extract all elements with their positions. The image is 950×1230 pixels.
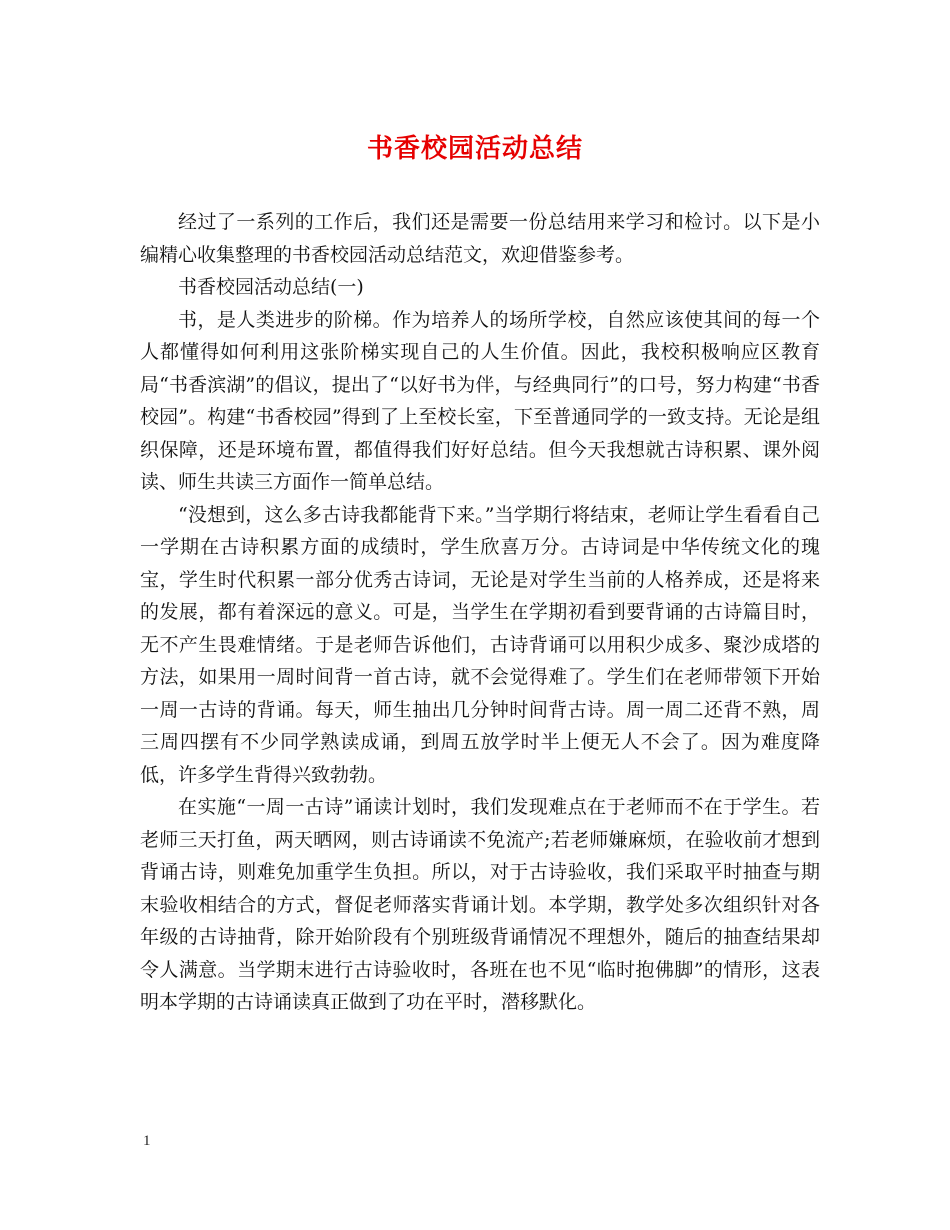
intro-paragraph: 经过了一系列的工作后，我们还是需要一份总结用来学习和检讨。以下是小编精心收集整理的书香校园活动总结范文，欢迎借鉴参考。 [140,211,820,266]
section-heading: 书香校园活动总结(一) [178,276,364,298]
page-number: 1 [143,1133,151,1149]
body-paragraph: 在实施“一周一古诗”诵读计划时，我们发现难点在于老师而不在于学生。若老师三天打鱼，两天晒网，则古诗诵读不免流产;若老师嫌麻烦，在验收前才想到背诵古诗，则难免加重学生负担。所以，对于古诗验收，我们采取平时抽查与期末验收相结合的方式，督促老师落实背诵计划。本学期，教学处多次组织针对各年级的古诗抽背，除开始阶段有个别班级背诵情况不理想外，随后的抽查结果却令人满意。当学期末进行古诗验收时，各班在也不见“临时抱佛脚”的情形，这表明本学期的古诗诵读真正做到了功在平时，潜移默化。 [140,796,820,1013]
body-paragraph: “没想到，这么多古诗我都能背下来。”当学期行将结束，老师让学生看看自己一学期在古诗积累方面的成绩时，学生欣喜万分。古诗词是中华传统文化的瑰宝，学生时代积累一部分优秀古诗词，无论是对学生当前的人格养成，还是将来的发展，都有着深远的意义。可是，当学生在学期初看到要背诵的古诗篇目时，无不产生畏难情绪。于是老师告诉他们，古诗背诵可以用积少成多、聚沙成塔的方法，如果用一周时间背一首古诗，就不会觉得难了。学生们在老师带领下开始一周一古诗的背诵。每天，师生抽出几分钟时间背古诗。周一周二还背不熟，周三周四摆有不少同学熟读成诵，到周五放学时半上便无人不会了。因为难度降低，许多学生背得兴致勃勃。 [140,503,820,786]
document-body [140,206,820,1019]
document-title: 书香校园活动总结 [366,134,583,164]
body-paragraph: 书，是人类进步的阶梯。作为培养人的场所学校，自然应该使其间的每一个人都懂得如何利用这张阶梯实现自己的人生价值。因此，我校积极响应区教育局“书香滨湖”的倡议，提出了“以好书为伴，与经典同行”的口号，努力构建“书香校园”。构建“书香校园”得到了上至校长室，下至普通同学的一致支持。无论是组织保障，还是环境布置，都值得我们好好总结。但今天我想就古诗积累、课外阅读、师生共读三方面作一简单总结。 [140,308,820,493]
